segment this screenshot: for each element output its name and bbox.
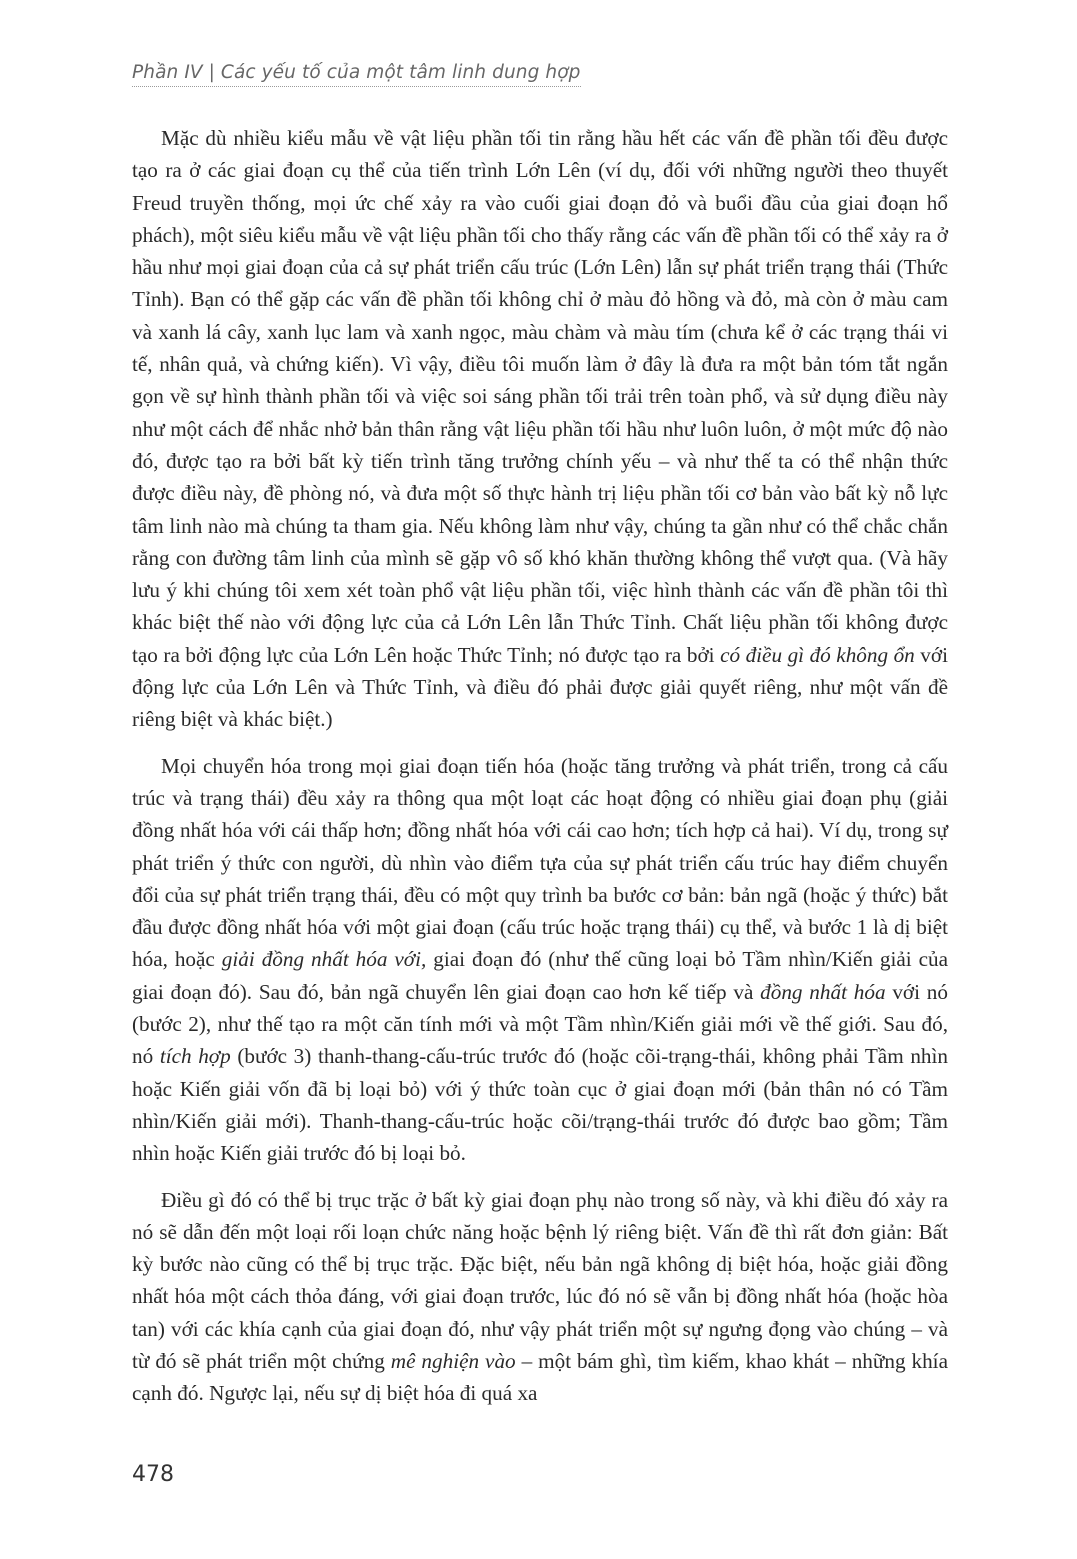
text-segment: (bước 3) thanh-thang-cấu-trúc trước đó (hoặc cõi-trạng-thái, không phải Tầm nhìn hoặc Kiến giải vốn đã bị loại bỏ) với ý thức toàn cục ở giai đoạn mới (bản thân nó có Tầm nhìn/Kiến giải mới). Thanh-thang-cấu-trúc hoặc cõi/trạng-thái trước đó được bao gồm; Tầm nhìn hoặc Kiến giải trước đó bị loại bỏ. bbox=[132, 1044, 948, 1166]
text-segment: Mặc dù nhiều kiểu mẫu về vật liệu phần tối tin rằng hầu hết các vấn đề phần tối đều được tạo ra ở các giai đoạn cụ thể của tiến trình Lớn Lên (ví dụ, đối với những người theo thuyết Freud truyền thống, mọi ức chế xảy ra vào cuối giai đoạn đỏ và buổi đầu của giai đoạn hổ phách), một siêu kiểu mẫu về vật liệu phần tối cho thấy rằng các vấn đề phần tối có thể xảy ra ở hầu như mọi giai đoạn của cả sự phát triển cấu trúc (Lớn Lên) lẫn sự phát triển trạng thái (Thức Tỉnh). Bạn có thể gặp các vấn đề phần tối không chỉ ở màu đỏ hồng và đỏ, mà còn ở màu cam và xanh lá cây, xanh lục lam và xanh ngọc, màu chàm và màu tím (chưa kể ở các trạng thái vi tế, nhân quả, và chứng kiến). Vì vậy, điều tôi muốn làm ở đây là đưa ra một bản tóm tắt ngắn gọn về sự hình thành phần tối và việc soi sáng phần tối trải trên toàn phổ, và sử dụng điều này như một cách để nhắc nhở bản thân rằng vật liệu phần tối hầu như luôn luôn, ở một mức độ nào đó, được tạo ra bởi bất kỳ tiến trình tăng trưởng chính yếu – và như thế ta có thể nhận thức được điều này, đề phòng nó, và đưa một số thực hành trị liệu phần tối cơ bản vào bất kỳ nỗ lực tâm linh nào mà chúng ta tham gia. Nếu không làm như vậy, chúng ta gần như có thể chắc chắn rằng con đường tâm linh của mình sẽ gặp vô số khó khăn thường không thể vượt qua. (Và hãy lưu ý khi chúng tôi xem xét toàn phổ vật liệu phần tối, việc hình thành các vấn đề phần tôi thì khác biệt thế nào với động lực của cả Lớn Lên lẫn Thức Tỉnh. Chất liệu phần tối không được tạo ra bởi động lực của Lớn Lên hoặc Thức Tỉnh; nó được tạo ra bởi bbox=[132, 126, 948, 667]
paragraph-2 bbox=[132, 750, 948, 1170]
emphasis-segment: có điều gì đó không ổn bbox=[720, 642, 915, 667]
running-header: Phần IV | Các yếu tố của một tâm linh dung hợp bbox=[132, 62, 581, 87]
paragraph-1 bbox=[132, 122, 948, 736]
emphasis-segment: giải đồng nhất hóa với, bbox=[221, 947, 427, 972]
text-segment: với nó (bước 2), như thế tạo ra một căn tính mới và một Tầm nhìn/Kiến giải mới về thế giới. Sau đó, nó bbox=[132, 979, 948, 1069]
text-segment: Mọi chuyển hóa trong mọi giai đoạn tiến hóa (hoặc tăng trưởng và phát triển, trong cả cấu trúc và trạng thái) đều xảy ra thông qua một loạt các hoạt động có nhiều giai đoạn phụ (giải đồng nhất hóa với cái thấp hơn; đồng nhất hóa với cái cao hơn; tích hợp cả hai). Ví dụ, trong sự phát triển ý thức con người, dù nhìn vào điểm tựa của sự phát triển cấu trúc hay điểm chuyển đổi của sự phát triển trạng thái, đều có một quy trình ba bước cơ bản: bản ngã (hoặc ý thức) bắt đầu được đồng nhất hóa với một giai đoạn (cấu trúc hoặc trạng thái) cụ thể, và bước 1 là dị biệt hóa, hoặc bbox=[132, 753, 948, 972]
emphasis-segment: tích hợp bbox=[159, 1044, 231, 1069]
text-segment: với động lực của Lớn Lên và Thức Tỉnh, và điều đó phải được giải quyết riêng, như một vấn đề riêng biệt và khác biệt.) bbox=[132, 642, 948, 732]
page-number: 478 bbox=[132, 1462, 174, 1487]
text-segment: Điều gì đó có thể bị trục trặc ở bất kỳ giai đoạn phụ nào trong số này, và khi điều đó xảy ra nó sẽ dẫn đến một loại rối loạn chức năng hoặc bệnh lý riêng biệt. Vấn đề thì rất đơn giản: Bất kỳ bước nào cũng có thể bị trục trặc. Đặc biệt, nếu bản ngã không dị biệt hóa, hoặc giải đồng nhất hóa một cách thỏa đáng, với giai đoạn trước, lúc đó nó sẽ vẫn bị đồng nhất hóa (hoặc hòa tan) với các khía cạnh của giai đoạn đó, như vậy phát triển một sự ngưng đọng vào chúng – và từ đó sẽ phát triển một chứng bbox=[132, 1187, 948, 1373]
emphasis-segment: đồng nhất hóa bbox=[760, 979, 886, 1004]
emphasis-segment: mê nghiện vào bbox=[390, 1348, 516, 1373]
text-segment: – một bám ghì, tìm kiếm, khao khát – những khía cạnh đó. Ngược lại, nếu sự dị biệt hóa đi quá xa bbox=[132, 1348, 948, 1406]
text-segment: giai đoạn đó (như thế cũng loại bỏ Tầm nhìn/Kiến giải của giai đoạn đó). Sau đó, bản ngã chuyển lên giai đoạn cao hơn kế tiếp và bbox=[132, 947, 948, 1004]
paragraph-3 bbox=[132, 1184, 948, 1410]
body-text bbox=[132, 122, 948, 1424]
